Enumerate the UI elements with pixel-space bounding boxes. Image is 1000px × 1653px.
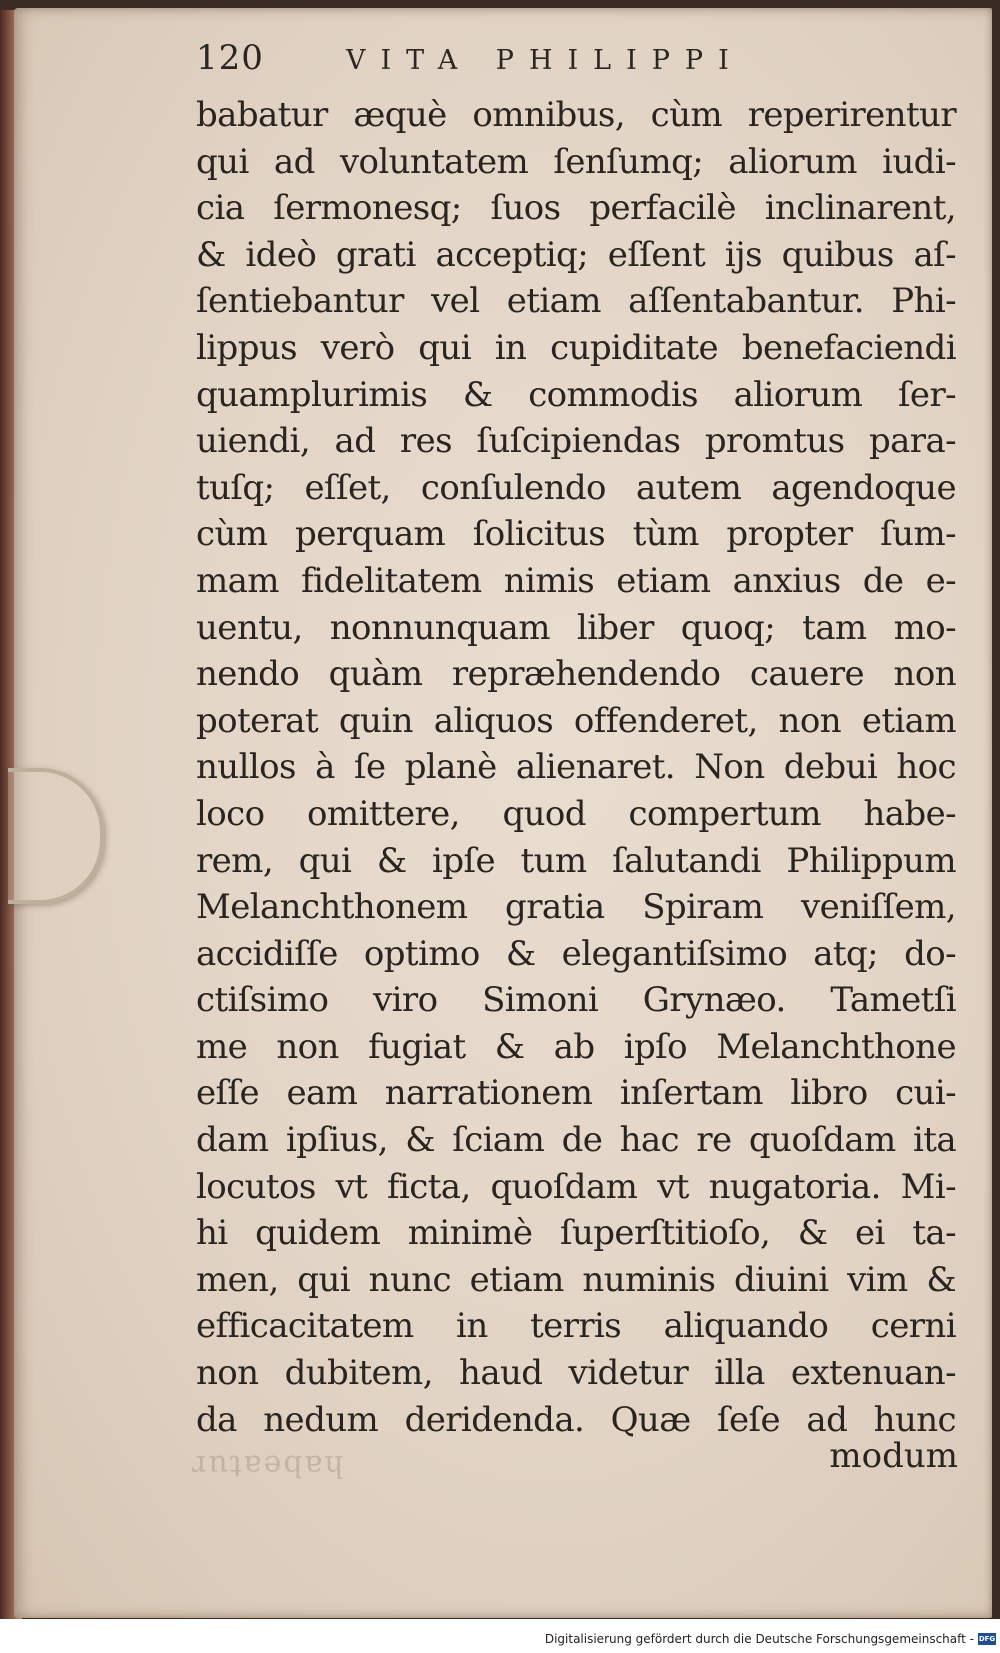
text-line: dam ipſius, & ſciam de hac re quoſdam ita xyxy=(196,1120,956,1161)
text-line: quamplurimis & commodis aliorum ſer- xyxy=(196,374,956,415)
text-line: cia ſermonesq; ſuos perfacilè inclinarent, xyxy=(196,188,956,229)
show-through-text: habeatur xyxy=(190,1448,344,1483)
text-line: men, qui nunc etiam numinis diuini vim & xyxy=(196,1259,956,1300)
text-line: eſſe eam narrationem inſertam libro cui- xyxy=(196,1073,956,1114)
text-line: & ideò grati acceptiq; eſſent ijs quibus aſ- xyxy=(196,234,956,275)
text-line: babatur æquè omnibus, cùm reperirentur xyxy=(196,95,956,135)
page-number: 120 xyxy=(196,38,264,78)
dfg-logo-icon: DFG xyxy=(978,1635,996,1643)
text-line: nendo quàm repræhendendo cauere non xyxy=(196,654,956,695)
footer-credit-bar xyxy=(0,1619,1000,1653)
text-line: efficacitatem in terris aliquando cerni xyxy=(196,1306,956,1347)
text-line: loco omittere, quod compertum habe- xyxy=(196,793,956,834)
text-line: locutos vt ficta, quoſdam vt nugatoria. Mi- xyxy=(196,1166,956,1207)
text-line: qui ad voluntatem ſenſumq; aliorum iudi- xyxy=(196,141,956,182)
text-line: uentu, nonnunquam liber quoq; tam mo- xyxy=(196,607,956,648)
text-line: uiendi, ad res ſuſcipiendas promtus para- xyxy=(196,421,956,462)
text-line: cùm perquam ſolicitus tùm propter ſum- xyxy=(196,514,956,555)
text-line: accidiſſe optimo & elegantiſsimo atq; do- xyxy=(196,933,956,974)
text-line: poterat quin aliquos offenderet, non etiam xyxy=(196,700,956,741)
body-text xyxy=(196,92,956,1443)
funding-credit: Digitalisierung gefördert durch die Deutsche Forschungsgemeinschaft - xyxy=(544,1632,974,1646)
text-line: tuſq; eſſet, conſulendo autem agendoque xyxy=(196,467,956,508)
running-head xyxy=(196,38,956,78)
text-line: da nedum deridenda. Quæ ſeſe ad hunc xyxy=(196,1399,956,1440)
catchword: modum xyxy=(829,1436,958,1476)
text-line: nullos à ſe planè alienaret. Non debui hoc xyxy=(196,747,956,788)
text-line: Melanchthonem gratia Spiram veniſſem, xyxy=(196,887,956,928)
page-clip xyxy=(8,768,104,904)
text-line: rem, qui & ipſe tum ſalutandi Philippum xyxy=(196,840,956,881)
text-line: non dubitem, haud videtur illa extenuan- xyxy=(196,1353,956,1394)
text-line: ſentiebantur vel etiam aſſentabantur. Phi- xyxy=(196,281,956,322)
running-head-title: VITA PHILIPPI xyxy=(346,45,744,76)
text-line: me non fugiat & ab ipſo Melanchthone xyxy=(196,1026,956,1067)
text-line: ctiſsimo viro Simoni Grynæo. Tametſi xyxy=(196,980,956,1021)
text-line: lippus verò qui in cupiditate benefaciendi xyxy=(196,327,956,368)
text-line: mam fidelitatem nimis etiam anxius de e- xyxy=(196,560,956,601)
text-line: hi quidem minimè ſuperſtitioſo, & ei ta- xyxy=(196,1213,956,1254)
